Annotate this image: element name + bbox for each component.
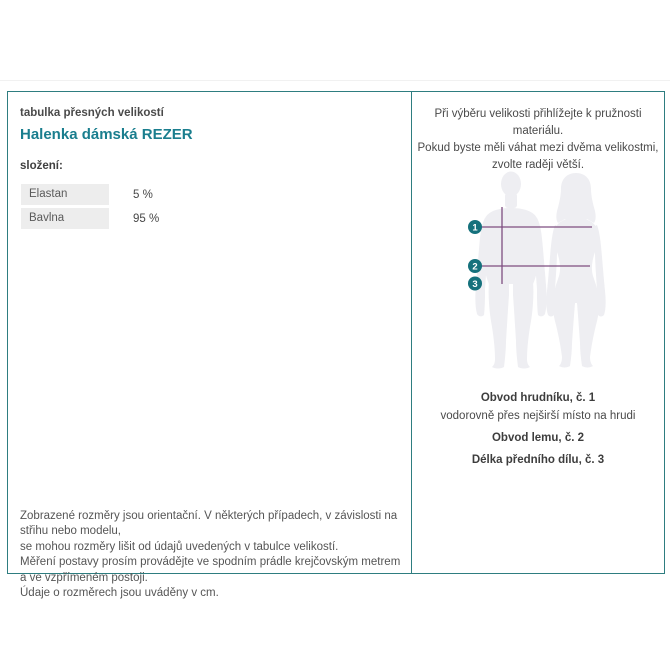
measurement-figure bbox=[455, 163, 615, 375]
material-value-cell: 95 % bbox=[133, 212, 160, 225]
composition-table bbox=[21, 184, 221, 232]
disclaimer-line: Zobrazené rozměry jsou orientační. V některých případech, v závislosti na střihu nebo modelu, bbox=[20, 510, 398, 538]
composition-heading: složení: bbox=[20, 160, 63, 172]
measurement-label: Délka předního dílu, č. 3 bbox=[471, 454, 605, 466]
product-title: Halenka dámská REZER bbox=[20, 126, 193, 143]
advice-line: Při výběru velikosti přihlížejte k pružnosti materiálu. bbox=[434, 108, 642, 137]
measurement-label: Obvod lemu, č. 2 bbox=[491, 432, 585, 444]
body-silhouettes-graphic bbox=[455, 163, 615, 375]
measurement-label: Obvod hrudníku, č. 1 bbox=[480, 392, 596, 404]
disclaimer-line: Údaje o rozměrech jsou uváděny v cm. bbox=[20, 587, 219, 600]
badge-2-number: 2 bbox=[472, 261, 478, 273]
disclaimer-line: Měření postavy prosím provádějte ve spodním prádle krejčovským metrem a ve vzpřímeném postoji. bbox=[20, 556, 401, 584]
measurement-legend bbox=[411, 391, 665, 471]
badge-3-number: 3 bbox=[472, 278, 478, 290]
disclaimer-line: se mohou rozměry lišit od údajů uvedených v tabulce velikostí. bbox=[20, 540, 339, 553]
chart-subtitle: tabulka přesných velikostí bbox=[20, 107, 164, 119]
male-silhouette-icon bbox=[475, 172, 546, 369]
measurement-note: vodorovně přes nejširší místo na hrudi bbox=[440, 410, 636, 422]
material-value-cell: 5 % bbox=[133, 188, 153, 201]
badge-1-number: 1 bbox=[472, 222, 478, 234]
table-row bbox=[21, 208, 221, 229]
female-silhouette-icon bbox=[546, 173, 605, 368]
advice-line: zvolte raději větší. bbox=[491, 159, 585, 171]
material-name-cell: Elastan bbox=[21, 184, 109, 205]
material-name-cell: Bavlna bbox=[21, 208, 109, 229]
disclaimer-text bbox=[20, 509, 405, 601]
top-hairline bbox=[0, 80, 670, 81]
advice-line: Pokud byste měli váhat mezi dvěma velikostmi, bbox=[417, 142, 659, 154]
table-row bbox=[21, 184, 221, 205]
